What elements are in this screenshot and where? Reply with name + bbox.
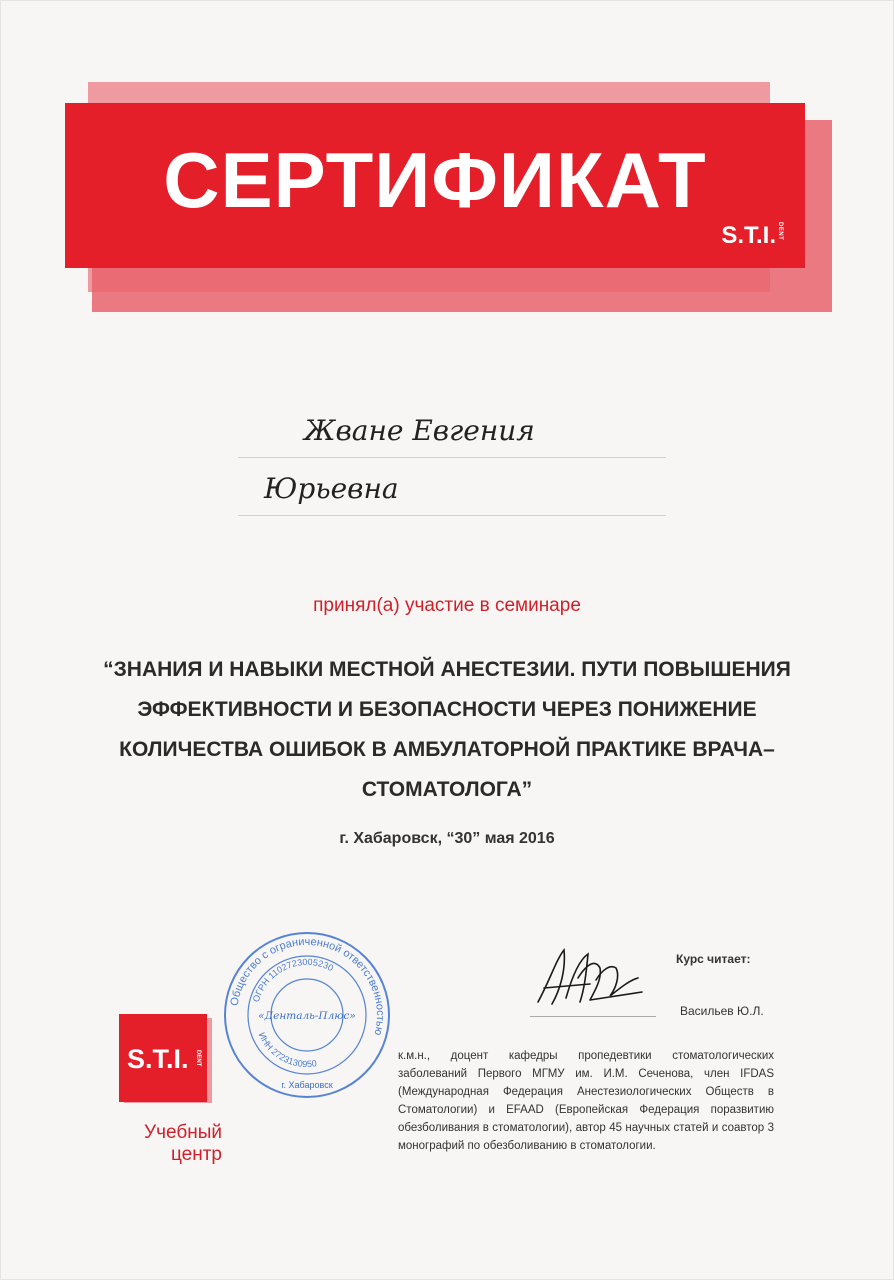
lecturer-signature <box>530 940 650 1020</box>
stamp-ogrn: ОГРН 1102723005230 <box>250 956 336 1004</box>
course-reads-label: Курс читает: <box>676 952 751 966</box>
certificate-title: СЕРТИФИКАТ <box>163 136 707 224</box>
footer-logo-sub: DENT <box>195 1050 201 1067</box>
footer-logo-text: S.T.I. <box>127 1044 189 1074</box>
place-date: г. Хабаровск, “30” мая 2016 <box>339 830 555 847</box>
svg-text:ИНН 2723130950 <box>257 1031 318 1069</box>
brand-logo-text: S.T.I. <box>721 222 776 249</box>
recipient-patronymic: Юрьевна <box>264 472 399 505</box>
stamp-center-name: «Денталь-Плюс» <box>258 1010 356 1022</box>
recipient-name-line-1 <box>238 414 666 458</box>
recipient-name-line-2 <box>238 472 666 516</box>
header-banner <box>65 103 805 268</box>
stamp-inn: ИНН 2723130950 <box>256 1030 318 1070</box>
footer-logo <box>119 1014 207 1102</box>
stamp-city: г. Хабаровск <box>281 1080 333 1090</box>
stamp-outer-text: Общество с ограниченной ответственностью <box>228 935 387 1037</box>
organization-stamp <box>222 930 392 1100</box>
recipient-name-first: Жване Евгения <box>304 414 535 447</box>
brand-logo-sub: DENT <box>777 222 783 241</box>
education-center-line2: центр <box>171 1144 222 1165</box>
education-center-line1: Учебный <box>144 1122 222 1143</box>
lecturer-name: Васильев Ю.Л. <box>680 1004 764 1018</box>
seminar-title: “ЗНАНИЯ И НАВЫКИ МЕСТНОЙ АНЕСТЕЗИИ. ПУТИ ПОВЫШЕНИЯ ЭФФЕКТИВНОСТИ И БЕЗОПАСНОСТИ ЧЕРЕЗ ПОНИЖЕНИЕ КОЛИЧЕСТВА ОШИБОК В АМБУЛАТОРНОЙ ПРАКТИКЕ ВРАЧА–СТОМАТОЛОГА” <box>103 658 791 801</box>
brand-logo <box>721 222 783 250</box>
signature-line <box>530 1016 656 1017</box>
education-center-label <box>122 1122 222 1166</box>
participation-text: принял(а) участие в семинаре <box>313 595 581 616</box>
lecturer-bio: к.м.н., доцент кафедры пропедевтики стоматологических заболеваний Первого МГМУ им. И.М. Сеченова, член IFDAS (Международная Федерация Анестезиологических Обществ в Стоматологии) и EFAAD (Европейская Федерация поразвитию обезболивания в стоматологии), автор 45 научных статей и соавтор 3 монографий по обезболиванию в стоматологии. <box>398 1050 774 1152</box>
